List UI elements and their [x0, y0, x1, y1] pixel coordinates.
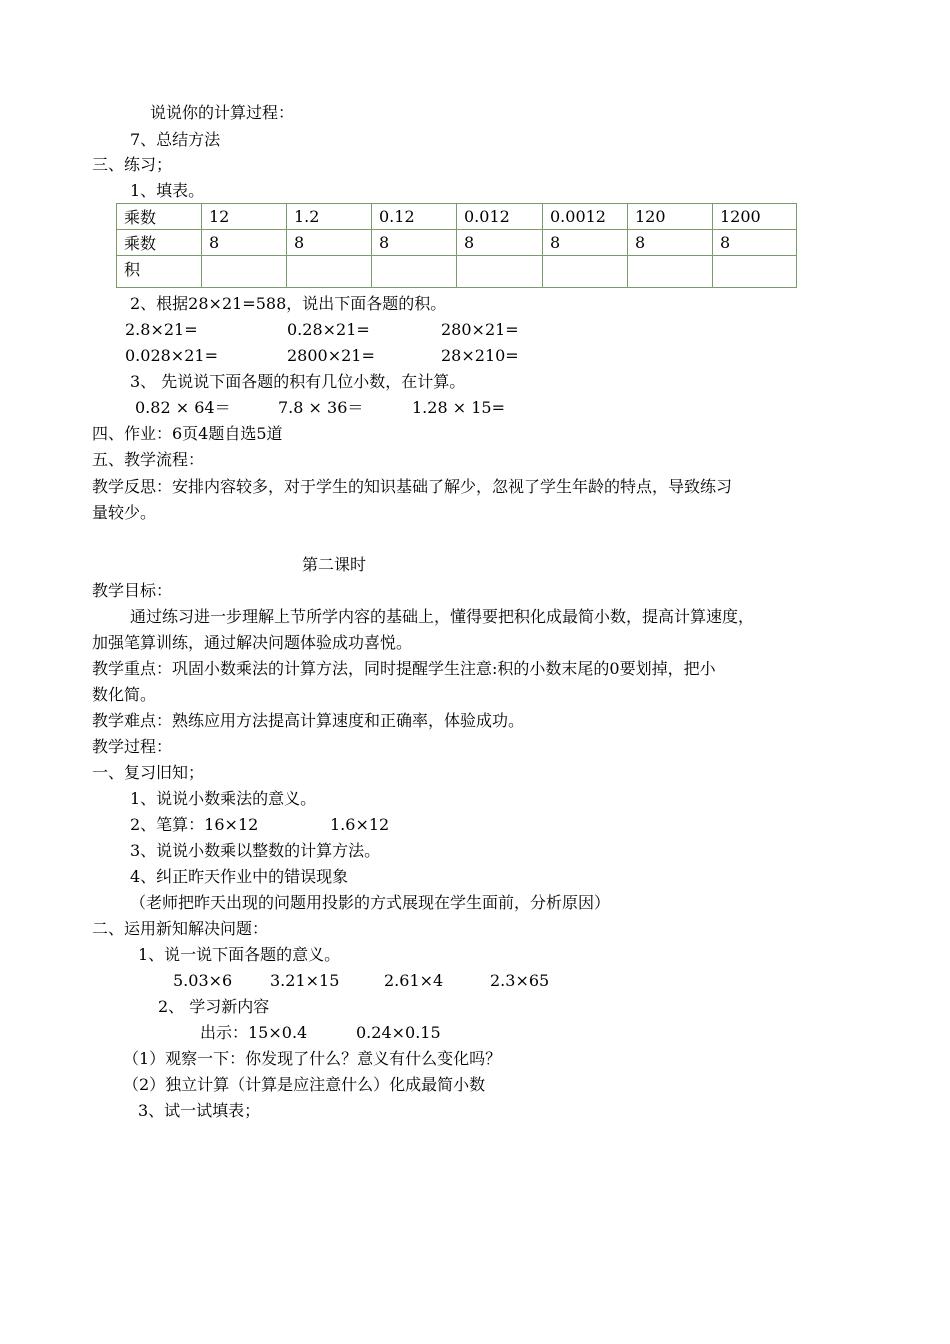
expression: 280×21= — [441, 320, 519, 339]
section-heading: 二、运用新知解决问题： — [92, 919, 269, 938]
table-cell: 8 — [202, 230, 287, 256]
table-cell: 0.0012 — [543, 204, 628, 230]
table-cell: 积 — [117, 256, 202, 288]
expression: 1.6×12 — [330, 815, 390, 834]
table-cell: 8 — [372, 230, 457, 256]
expression: 2.8×21= — [125, 320, 198, 339]
text-line: 数化简。 — [92, 685, 157, 704]
multiplication-table — [116, 203, 797, 288]
text-line: 1、填表。 — [130, 181, 205, 200]
table-cell: 120 — [628, 204, 713, 230]
table-cell: 乘数 — [117, 230, 202, 256]
table-cell: 8 — [287, 230, 372, 256]
expression: 5.03×6 — [173, 971, 233, 990]
section-heading: 四、作业：6页4题自选5道 — [92, 424, 283, 443]
expression: 0.24×0.15 — [356, 1023, 441, 1042]
table-cell: 0.012 — [457, 204, 543, 230]
expression: 2.61×4 — [384, 971, 444, 990]
table-cell: 8 — [457, 230, 543, 256]
table-cell: 0.12 — [372, 204, 457, 230]
text-line: （2）独立计算（计算是应注意什么）化成最简小数 — [123, 1075, 486, 1094]
text-line: 1、说说小数乘法的意义。 — [130, 789, 317, 808]
table-row — [117, 204, 797, 230]
section-heading: 一、复习旧知； — [92, 763, 205, 782]
text-line: 教学重点：巩固小数乘法的计算方法，同时提醒学生注意:积的小数末尾的0要划掉，把小 — [92, 659, 716, 678]
expression: 2800×21= — [287, 346, 375, 365]
text-line: 加强笔算训练，通过解决问题体验成功喜悦。 — [92, 633, 413, 652]
table-cell — [372, 256, 457, 288]
expression: 0.028×21= — [125, 346, 218, 365]
lesson-title: 第二课时 — [302, 555, 367, 574]
expression: 2.3×65 — [490, 971, 550, 990]
text-line: （1）观察一下：你发现了什么？意义有什么变化吗？ — [123, 1049, 502, 1068]
table-cell: 乘数 — [117, 204, 202, 230]
table-row — [117, 230, 797, 256]
text-line: 2、根据28×21=588，说出下面各题的积。 — [130, 294, 447, 313]
text-line: 通过练习进一步理解上节所学内容的基础上，懂得要把积化成最简小数，提高计算速度， — [130, 607, 755, 626]
text-line: 出示：15×0.4 — [200, 1023, 308, 1042]
table-cell — [713, 256, 797, 288]
expression: 1.28 × 15= — [412, 398, 505, 417]
text-line: 教学反思：安排内容较多，对于学生的知识基础了解少，忽视了学生年龄的特点，导致练习 — [92, 477, 733, 496]
section-heading: 五、教学流程： — [92, 450, 205, 469]
text-line: 量较少。 — [92, 503, 157, 522]
table-cell — [287, 256, 372, 288]
text-line: 4、纠正昨天作业中的错误现象 — [130, 867, 349, 886]
expression: 28×210= — [441, 346, 519, 365]
expression: 3.21×15 — [270, 971, 340, 990]
text-line: 3、试一试填表； — [138, 1101, 261, 1120]
text-line: 2、笔算：16×12 — [130, 815, 259, 834]
table-cell: 8 — [713, 230, 797, 256]
table-cell: 8 — [543, 230, 628, 256]
table-cell: 8 — [628, 230, 713, 256]
expression: 0.28×21= — [287, 320, 370, 339]
text-line: （老师把昨天出现的问题用投影的方式展现在学生面前，分析原因） — [130, 893, 611, 912]
text-line: 2、 学习新内容 — [158, 997, 270, 1016]
text-line: 3、说说小数乘以整数的计算方法。 — [130, 841, 381, 860]
table-cell: 1200 — [713, 204, 797, 230]
text-line: 教学难点：熟练应用方法提高计算速度和正确率，体验成功。 — [92, 711, 525, 730]
table-cell — [457, 256, 543, 288]
table-cell: 12 — [202, 204, 287, 230]
expression: 0.82 × 64＝ — [135, 398, 231, 417]
table-row — [117, 256, 797, 288]
table-cell — [543, 256, 628, 288]
expression: 7.8 × 36＝ — [278, 398, 364, 417]
text-line: 说说你的计算过程： — [150, 103, 295, 122]
table-cell: 1.2 — [287, 204, 372, 230]
table-cell — [628, 256, 713, 288]
text-line: 7、总结方法 — [130, 130, 221, 149]
text-line: 3、 先说说下面各题的积有几位小数，在计算。 — [130, 372, 466, 391]
text-line: 教学目标： — [92, 581, 173, 600]
text-line: 1、说一说下面各题的意义。 — [138, 945, 341, 964]
section-heading: 三、练习； — [92, 155, 173, 174]
text-line: 教学过程： — [92, 737, 173, 756]
table-cell — [202, 256, 287, 288]
